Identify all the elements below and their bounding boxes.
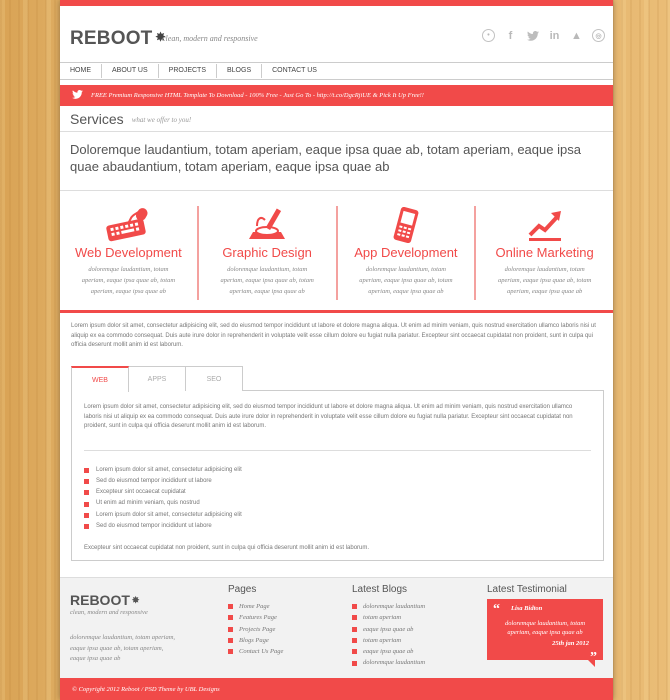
blog-link[interactable]: eaque ipsa quae ab (352, 646, 425, 657)
services-intro: Doloremque laudantium, totam aperiam, eaque ipsa quae ab, totam aperiam, eaque ipsa quae abaudantium, totam aperiam, eaque ipsa quae ab (60, 132, 613, 191)
blog-link[interactable]: doloremque laudantium (352, 657, 425, 668)
list-item: Sed do eiusmod tempor incididunt ut labore (84, 521, 591, 532)
testimonial-quote: doloremque laudantium, totam aperiam, eaque ipsa quae ab (504, 620, 586, 636)
footer-tagline: clean, modern and responsive (70, 609, 148, 616)
footer-link[interactable]: Blogs Page (228, 635, 283, 646)
service-title: Graphic Design (222, 245, 312, 260)
rss-icon[interactable]: • (482, 29, 495, 42)
service-title: App Development (354, 245, 458, 260)
dribbble-icon[interactable]: ◎ (592, 29, 605, 42)
logo-text: REBOOT (70, 28, 153, 49)
list-item: Lorem ipsum dolor sit amet, consectetur adipisicing elit (84, 465, 591, 476)
service-web-development[interactable] (60, 206, 199, 300)
footer-link[interactable]: Home Page (228, 601, 283, 612)
growth-chart-icon (476, 206, 613, 244)
service-text: doloremque laudantium, totam aperiam, eaque ipsa quae ab, totam aperiam, eaque ipsa quae ab (220, 266, 314, 295)
mobile-phone-icon (338, 206, 475, 244)
blog-link[interactable]: doloremque laudantium (352, 601, 425, 612)
twitter-bird-icon (72, 90, 83, 101)
list-item: Sed do eiusmod tempor incididunt ut labore (84, 476, 591, 487)
linkedin-icon[interactable]: in (549, 29, 560, 42)
site-header (60, 6, 613, 62)
testimonial-box (487, 599, 603, 665)
footer-description: doloremque laudantium, totam aperiam, eaque ipsa quae ab, totam aperiam, eaque ipsa quae ab (70, 634, 176, 662)
promo-banner (60, 85, 613, 106)
copyright-bar: © Copyright 2012 Reboot / PSD Theme by UBL Designs (60, 678, 613, 700)
nav-about-us[interactable]: ABOUT US (102, 64, 159, 78)
footer-link[interactable]: Contact Us Page (228, 646, 283, 657)
footer-blogs-title: Latest Blogs (352, 584, 408, 595)
tab-panel (71, 390, 604, 561)
social-icons (482, 29, 605, 42)
testimonial-date: 25th jan 2012 (552, 640, 589, 647)
blog-link[interactable]: totam aperiam (352, 635, 425, 646)
logo-star-icon: ✸ (131, 595, 140, 605)
blog-link[interactable]: totam aperiam (352, 612, 425, 623)
tab-panel-footer-text: Excepteur sint occaecat cupidatat non proident, sunt in culpa qui officia deserunt mollit anim id est laborum. (84, 545, 370, 552)
tab-divider (84, 450, 591, 451)
speech-tail (588, 660, 595, 667)
forrst-icon[interactable]: ▲ (571, 29, 582, 42)
site-logo[interactable] (70, 28, 166, 50)
open-quote-icon: “ (493, 602, 500, 617)
pen-tablet-icon (199, 206, 336, 244)
logo-star-icon: ✸ (155, 30, 166, 44)
service-text: doloremque laudantium, totam aperiam, eaque ipsa quae ab, totam aperiam, eaque ipsa quae ab (497, 266, 592, 295)
footer-blogs (352, 584, 425, 669)
tab-seo[interactable]: SEO (185, 366, 243, 391)
site-footer (60, 577, 613, 678)
footer-link[interactable]: Projects Page (228, 624, 283, 635)
promo-text[interactable]: FREE Premium Responsive HTML Template To Download - 100% Free - Just Go To - http://t.co/DgcRjiUE & Pick It Up Free!! (91, 92, 424, 99)
tab-panel-text: Lorem ipsum dolor sit amet, consectetur adipisicing elit, sed do eiusmod tempor incididunt ut labore et dolore magna aliqua. Ut enim ad minim veniam, quis nostrud exercitation ullamco laboris nisi ut aliquip ex ea commodo consequat. Duis aute irure dolor in reprehenderit in voluptate velit esse cillum dolore eu fugiat nulla pariatur. Excepteur sint occaecat cupidatat non proident, sunt in culpa qui officia deserunt mollit anim id est laborum. (84, 404, 573, 429)
service-text: doloremque laudantium, totam aperiam, eaque ipsa quae ab, totam aperiam, eaque ipsa quae ab (359, 266, 453, 295)
footer-logo[interactable] (70, 592, 139, 608)
tab-bar (71, 366, 604, 391)
nav-blogs[interactable]: BLOGS (217, 64, 262, 78)
list-item: Lorem ipsum dolor sit amet, consectetur adipisicing elit (84, 510, 591, 521)
tab-web[interactable]: WEB (71, 366, 129, 392)
service-title: Web Development (75, 245, 182, 260)
footer-testimonial-title: Latest Testimonial (487, 584, 567, 595)
nav-contact-us[interactable]: CONTACT US (272, 67, 317, 74)
service-graphic-design[interactable] (199, 206, 338, 300)
footer-logo-text: REBOOT (70, 592, 130, 608)
service-online-marketing[interactable] (476, 206, 613, 300)
services-subtitle: what we offer to you! (131, 115, 192, 124)
page-container (60, 0, 613, 700)
tabs-widget (71, 366, 604, 561)
list-item: Excepteur sint occaecat cupidatat (84, 487, 591, 498)
testimonial-name: Lisa Bidton (511, 605, 543, 612)
body-paragraph: Lorem ipsum dolor sit amet, consectetur adipisicing elit, sed do eiusmod tempor incididunt ut labore et dolore magna aliqua. Ut enim ad minim veniam, quis nostrud exercitation ullamco laboris nisi ut aliquip ex ea commodo consequat. Duis aute irure dolor in reprehenderit in voluptate velit esse cillum dolore eu fugiat nulla pariatur. Excepteur sint occaecat cupidatat non proident, sunt in culpa qui officia deserunt mollit anim id est laborum. (71, 323, 596, 348)
footer-pages (228, 584, 283, 657)
tab-list (84, 465, 591, 533)
list-item: Ut enim ad minim veniam, quis nostrud (84, 498, 591, 509)
tab-apps[interactable]: APPS (128, 366, 186, 391)
footer-pages-title: Pages (228, 584, 257, 595)
facebook-icon[interactable]: f (508, 29, 513, 42)
nav-projects[interactable]: PROJECTS (159, 64, 217, 78)
service-app-development[interactable] (338, 206, 477, 300)
services-title: Services (70, 110, 124, 127)
services-row (60, 191, 613, 313)
twitter-icon[interactable] (526, 29, 539, 42)
service-text: doloremque laudantium, totam aperiam, eaque ipsa quae ab, totam aperiam, eaque ipsa quae ab (81, 266, 176, 295)
footer-link[interactable]: Features Page (228, 612, 283, 623)
keyboard-mouse-icon (60, 206, 197, 244)
nav-home[interactable]: HOME (60, 64, 102, 78)
main-nav (60, 62, 613, 80)
service-title: Online Marketing (495, 245, 594, 260)
services-heading (60, 106, 613, 132)
close-quote-icon: ” (590, 650, 597, 665)
blog-link[interactable]: eaque ipsa quae ab (352, 624, 425, 635)
site-tagline: clean, modern and responsive (162, 34, 258, 43)
